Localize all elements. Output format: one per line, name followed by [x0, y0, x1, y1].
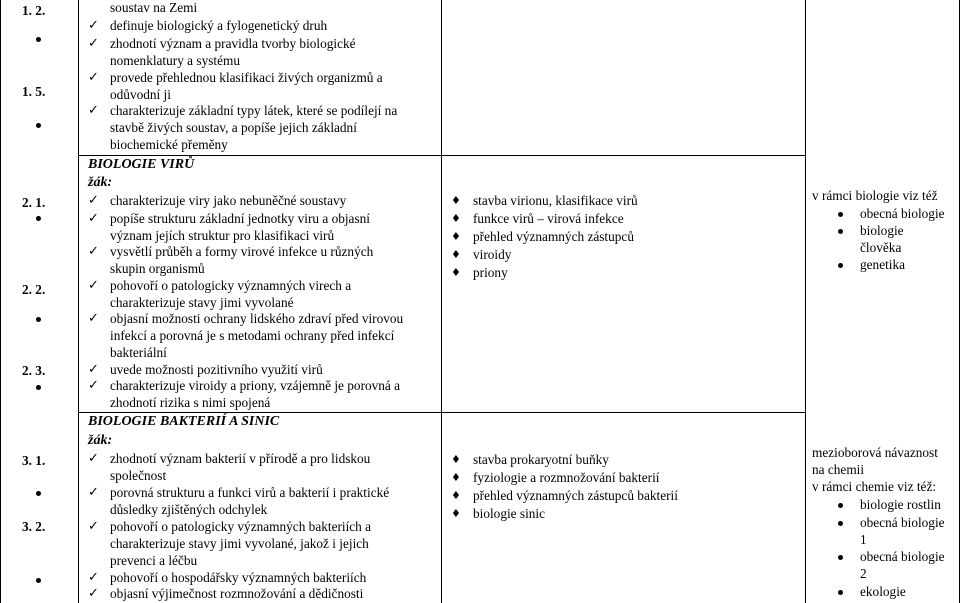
- outcome-line: biochemické přeměny: [110, 137, 228, 152]
- crossref-item: 1: [860, 532, 867, 547]
- outcome-line: provede přehlednou klasifikaci živých organizmů a: [110, 70, 383, 85]
- checkmark-icon: ✓: [88, 103, 99, 118]
- outcome-line: infekcí a porovná je s metodami ochrany před infekcí: [110, 328, 395, 343]
- outcome-line: odůvodní ji: [110, 87, 171, 102]
- outcome-line: zhodnotí rizika s nimi spojená: [110, 395, 271, 410]
- outcome-line: porovná strukturu a funkci virů a bakterií i praktické: [110, 485, 390, 500]
- topic-item: funkce virů – virová infekce: [473, 211, 624, 226]
- section-number: 2. 1.: [22, 195, 46, 210]
- topic-item: biologie sinic: [473, 506, 546, 521]
- outcome-line: charakterizuje viroidy a priony, vzájemně je porovná a: [110, 378, 401, 393]
- outcome-line: charakterizuje stavy jimi vyvolané: [110, 295, 294, 310]
- bullet-dot: [36, 37, 41, 42]
- bullet-dot: [36, 317, 41, 322]
- outcome-line: charakterizuje stavy jimi vyvolané, jakož i jejich: [110, 536, 369, 551]
- crossref-title: v rámci biologie viz též: [812, 188, 938, 203]
- outcome-line: pohovoří o patologicky významných virech a: [110, 278, 352, 293]
- checkmark-icon: ✓: [88, 362, 99, 377]
- bullet-dot: [36, 491, 41, 496]
- bullet-dot: [838, 263, 843, 268]
- bullet-dot: [36, 385, 41, 390]
- outcome-line: stavbě živých soustav, a popíše jejich základní: [110, 120, 357, 135]
- crossref-item: obecná biologie: [860, 549, 945, 564]
- outcome-line: uvede možnosti pozitivního využití virů: [110, 362, 323, 377]
- outcome-line: popíše strukturu základní jednotky viru a objasní: [110, 211, 370, 226]
- bullet-dot: [838, 521, 843, 526]
- checkmark-icon: ✓: [88, 311, 99, 326]
- topic-item: priony: [473, 265, 508, 280]
- section-number: 2. 3.: [22, 363, 46, 378]
- outcome-line: vysvětlí průběh a formy virové infekce u různých: [110, 244, 374, 259]
- diamond-bullet-icon: ♦: [451, 507, 461, 520]
- column-divider-3: [805, 0, 806, 603]
- diamond-bullet-icon: ♦: [451, 230, 461, 243]
- checkmark-icon: ✓: [88, 570, 99, 585]
- outcome-line: soustav na Zemi: [110, 0, 198, 15]
- checkmark-icon: ✓: [88, 70, 99, 85]
- section-number: 3. 1.: [22, 453, 46, 468]
- topic-item: přehled významných zástupců bakterií: [473, 488, 678, 503]
- section-number: 3. 2.: [22, 519, 46, 534]
- crossref-item: biologie rostlin: [860, 497, 941, 512]
- topic-item: přehled významných zástupců: [473, 229, 634, 244]
- crossref-item: ekologie: [860, 584, 906, 599]
- outcome-line: charakterizuje základní typy látek, které se podílejí na: [110, 103, 398, 118]
- outcome-line: objasní možnosti ochrany lidského zdraví před virovou: [110, 311, 404, 326]
- bullet-dot: [838, 590, 843, 595]
- outcome-line: zhodnotí význam bakterií v přírodě a pro lidskou: [110, 451, 371, 466]
- checkmark-icon: ✓: [88, 18, 99, 33]
- crossref-item: genetika: [860, 257, 906, 272]
- crossref-item: obecná biologie: [860, 206, 945, 221]
- topic-item: viroidy: [473, 247, 512, 262]
- checkmark-icon: ✓: [88, 586, 99, 601]
- topic-item: stavba prokaryotní buňky: [473, 452, 609, 467]
- checkmark-icon: ✓: [88, 36, 99, 51]
- outcome-line: skupin organismů: [110, 261, 205, 276]
- checkmark-icon: ✓: [88, 485, 99, 500]
- crossref-line: mezioborová návaznost: [812, 445, 938, 460]
- crossref-line: na chemii: [812, 462, 865, 477]
- column-divider-2: [441, 0, 442, 603]
- outcome-line: prevenci a léčbu: [110, 553, 198, 568]
- outcome-line: společnost: [110, 468, 167, 483]
- diamond-bullet-icon: ♦: [451, 248, 461, 261]
- outcome-line: zhodnotí význam a pravidla tvorby biologické: [110, 36, 356, 51]
- outcome-line: pohovoří o patologicky významných bakteriích a: [110, 519, 372, 534]
- bullet-dot: [838, 212, 843, 217]
- section-number: 2. 2.: [22, 282, 46, 297]
- pupil-label: žák:: [88, 433, 113, 448]
- checkmark-icon: ✓: [88, 244, 99, 259]
- section-number: 1. 2.: [22, 3, 46, 18]
- bullet-dot: [36, 578, 41, 583]
- diamond-bullet-icon: ♦: [451, 471, 461, 484]
- crossref-line: v rámci chemie viz též:: [812, 479, 937, 494]
- section-heading-bacteria: BIOLOGIE BAKTERIÍ A SINIC: [88, 414, 280, 429]
- checkmark-icon: ✓: [88, 451, 99, 466]
- crossref-item: biologie: [860, 223, 904, 238]
- checkmark-icon: ✓: [88, 211, 99, 226]
- column-divider-1: [78, 0, 79, 603]
- crossref-item: obecná biologie: [860, 515, 945, 530]
- bullet-dot: [36, 123, 41, 128]
- checkmark-icon: ✓: [88, 378, 99, 393]
- bullet-dot: [838, 503, 843, 508]
- topic-item: fyziologie a rozmnožování bakterií: [473, 470, 660, 485]
- diamond-bullet-icon: ♦: [451, 194, 461, 207]
- checkmark-icon: ✓: [88, 193, 99, 208]
- section-number: 1. 5.: [22, 84, 46, 99]
- outcome-line: objasní výjimečnost rozmnožování a dědičnosti: [110, 586, 364, 601]
- row-divider-bacteria: [78, 412, 805, 413]
- crossref-item: člověka: [860, 240, 902, 255]
- diamond-bullet-icon: ♦: [451, 212, 461, 225]
- table-border-left: [0, 0, 1, 603]
- crossref-item: 2: [860, 566, 867, 581]
- pupil-label: žák:: [88, 175, 113, 190]
- topic-item: stavba virionu, klasifikace virů: [473, 193, 638, 208]
- diamond-bullet-icon: ♦: [451, 489, 461, 502]
- outcome-line: nomenklatury a systému: [110, 53, 240, 68]
- checkmark-icon: ✓: [88, 519, 99, 534]
- outcome-line: pohovoří o hospodářsky významných bakteriích: [110, 570, 367, 585]
- outcome-line: bakteriální: [110, 345, 167, 360]
- bullet-dot: [838, 555, 843, 560]
- diamond-bullet-icon: ♦: [451, 266, 461, 279]
- checkmark-icon: ✓: [88, 278, 99, 293]
- diamond-bullet-icon: ♦: [451, 453, 461, 466]
- row-divider-viruses: [78, 155, 805, 156]
- bullet-dot: [36, 216, 41, 221]
- outcome-line: charakterizuje viry jako nebuněčné soustavy: [110, 193, 347, 208]
- bullet-dot: [838, 229, 843, 234]
- section-heading-viruses: BIOLOGIE VIRŮ: [88, 157, 195, 172]
- outcome-line: význam jejích struktur pro klasifikaci virů: [110, 228, 335, 243]
- outcome-line: definuje biologický a fylogenetický druh: [110, 18, 328, 33]
- outcome-line: důsledky zjištěných odchylek: [110, 502, 268, 517]
